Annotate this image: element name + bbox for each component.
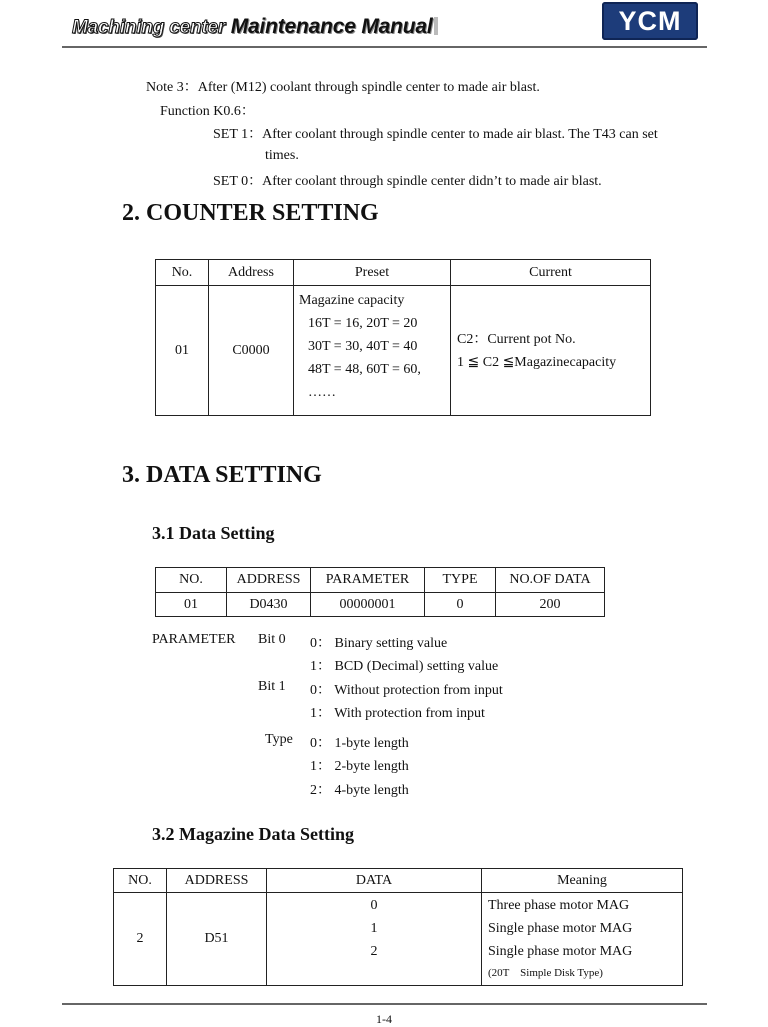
data-value: 0 [370, 898, 378, 913]
footer-rule [62, 1003, 707, 1005]
header-title: Maintenance Manual [230, 15, 433, 38]
col-header-type: TYPE [425, 568, 496, 593]
bit0-label: Bit 0 [258, 632, 286, 647]
bit1-value-0: 0： Without protection from input [310, 683, 503, 698]
header-rule [62, 46, 707, 48]
cell-preset [294, 286, 451, 416]
col-header-address: Address [209, 260, 294, 286]
cell-address: D51 [167, 893, 267, 986]
cell-address: D0430 [227, 593, 311, 617]
meaning-value: Single phase motor MAG [488, 921, 633, 936]
preset-line: 16T = 16, 20T = 20 [308, 316, 418, 331]
function-k06: Function K0.6： [160, 104, 255, 119]
set0-line: SET 0：After coolant through spindle center didn’t to made air blast. [213, 174, 602, 189]
table-row [156, 593, 605, 617]
counter-table [155, 259, 651, 416]
cell-data [267, 893, 482, 986]
header-title-accent [434, 17, 438, 35]
data-setting-table [155, 567, 605, 617]
type-value-0: 0： 1-byte length [310, 736, 409, 751]
section-3-heading: 3. DATA SETTING [122, 462, 322, 488]
cell-address: C0000 [209, 286, 294, 416]
cell-type: 0 [425, 593, 496, 617]
col-header-data: DATA [267, 869, 482, 893]
type-value-1: 1： 2-byte length [310, 759, 409, 774]
subsection-3-1-heading: 3.1 Data Setting [152, 523, 275, 543]
ycm-logo: YCM [602, 2, 698, 40]
cell-meaning [482, 893, 683, 986]
preset-line: 30T = 30, 40T = 40 [308, 339, 418, 354]
set1-line2: times. [265, 148, 299, 163]
table-row [156, 286, 651, 416]
bit1-label: Bit 1 [258, 679, 286, 694]
meaning-value: Three phase motor MAG [488, 898, 630, 913]
col-header-no: No. [156, 260, 209, 286]
col-header-address: ADDRESS [167, 869, 267, 893]
header-subtitle: Machining center [72, 17, 226, 38]
meaning-note: (20T Simple Disk Type) [488, 967, 603, 979]
meaning-value: Single phase motor MAG [488, 944, 633, 959]
note-3: Note 3：After (M12) coolant through spindle center to made air blast. [146, 80, 540, 95]
col-header-no-of-data: NO.OF DATA [496, 568, 605, 593]
current-line: 1 ≦ C2 ≦Magazinecapacity [457, 354, 617, 370]
col-header-no: NO. [156, 568, 227, 593]
table-header-row [156, 260, 651, 286]
cell-parameter: 00000001 [311, 593, 425, 617]
bit1-value-1: 1： With protection from input [310, 706, 485, 721]
data-value: 1 [370, 921, 378, 936]
magazine-data-table [113, 868, 683, 986]
preset-line: Magazine capacity [299, 293, 405, 308]
col-header-address: ADDRESS [227, 568, 311, 593]
page-number: 1-4 [376, 1012, 392, 1026]
current-line: C2：Current pot No. [457, 331, 576, 347]
col-header-preset: Preset [294, 260, 451, 286]
cell-no: 01 [156, 593, 227, 617]
bit0-value-1: 1： BCD (Decimal) setting value [310, 659, 499, 674]
bit0-value-0: 0： Binary setting value [310, 636, 448, 651]
col-header-parameter: PARAMETER [311, 568, 425, 593]
col-header-no: NO. [114, 869, 167, 893]
subsection-3-2-heading: 3.2 Magazine Data Setting [152, 824, 354, 844]
set1-line1: SET 1：After coolant through spindle center to made air blast. The T43 can set [213, 127, 658, 142]
cell-current [451, 286, 651, 416]
section-2-heading: 2. COUNTER SETTING [122, 200, 379, 226]
table-header-row [156, 568, 605, 593]
type-label: Type [265, 732, 293, 747]
data-value: 2 [370, 944, 378, 959]
table-header-row [114, 869, 683, 893]
type-value-2: 2： 4-byte length [310, 783, 409, 798]
manual-header-title [72, 15, 438, 39]
preset-line: …… [308, 385, 336, 400]
col-header-current: Current [451, 260, 651, 286]
cell-no: 2 [114, 893, 167, 986]
cell-no-of-data: 200 [496, 593, 605, 617]
parameter-label: PARAMETER [152, 632, 236, 647]
col-header-meaning: Meaning [482, 869, 683, 893]
cell-no: 01 [156, 286, 209, 416]
table-row [114, 893, 683, 986]
preset-line: 48T = 48, 60T = 60, [308, 362, 421, 377]
